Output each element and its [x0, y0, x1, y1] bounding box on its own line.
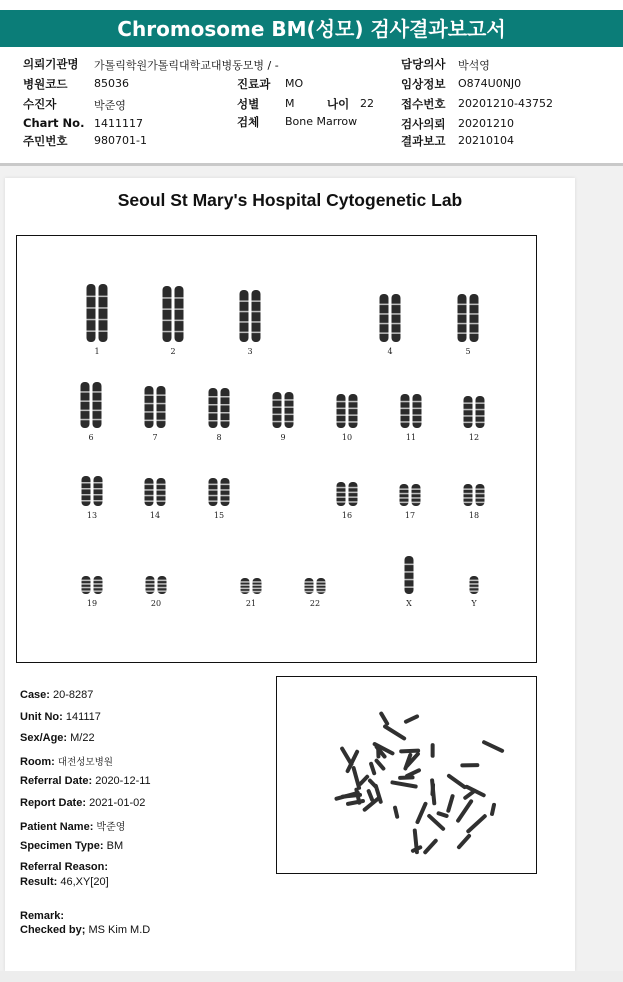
result-row: [20, 876, 109, 888]
metaphase-chromosome: [429, 816, 443, 829]
chromosome-pair-7: [145, 386, 166, 428]
chromosome-label-2: 2: [170, 347, 176, 356]
dept-label: 진료과: [237, 77, 271, 91]
reportdate-value: 2021-01-02: [89, 797, 146, 809]
chromosome-label-19: 19: [86, 599, 98, 608]
reason-row: [20, 861, 108, 873]
chart-value: 1411117: [94, 117, 143, 130]
metaphase-chromosome: [468, 816, 484, 831]
chromosome-pair-14: [145, 478, 166, 506]
patientname-value: 박준영: [96, 822, 126, 833]
chromosome-label-12: 12: [468, 433, 480, 442]
report-date-label: 결과보고: [401, 134, 446, 148]
chromosome-pair-11: [401, 394, 422, 428]
metaphase-chromosome: [395, 808, 397, 817]
metaphase-chromosome: [425, 841, 435, 852]
chromosome-pair-6: [81, 382, 102, 428]
metaphase-chromosome: [406, 716, 417, 721]
case-label: Case:: [20, 689, 50, 701]
chromosome-pair-18: [464, 484, 485, 506]
metaphase-chromosome: [407, 770, 419, 776]
patientname-label: Patient Name:: [20, 821, 94, 833]
chromosome-label-1: 1: [94, 347, 100, 356]
reason-label: Referral Reason:: [20, 861, 109, 873]
chromosome-label-11: 11: [405, 433, 417, 442]
chromosome-label-8: 8: [216, 433, 222, 442]
room-label: Room:: [20, 756, 55, 768]
room-value: 대전성모병원: [57, 757, 113, 768]
metaphase-chromosome: [413, 847, 420, 850]
chromosome-pair-Y: [470, 576, 479, 594]
metaphase-chromosome: [484, 742, 502, 751]
resident-value: 980701-1: [94, 134, 147, 147]
age-label: 나이: [327, 97, 350, 111]
chromosome-pair-X: [405, 556, 414, 594]
lab-title: Seoul St Mary's Hospital Cytogenetic Lab: [117, 190, 463, 210]
chromosome-label-3: 3: [247, 347, 253, 356]
result-label: Result:: [20, 876, 58, 888]
specimentype-value: BM: [106, 840, 124, 852]
chromosome-pair-16: [337, 482, 358, 506]
sex-label: 성별: [237, 97, 260, 111]
metaphase-figure: [277, 677, 536, 873]
chromosome-label-Y: Y: [471, 599, 477, 608]
metaphase-chromosome: [371, 764, 374, 773]
referral-value: 2020-12-11: [95, 775, 151, 787]
remark-label: Remark:: [20, 910, 65, 922]
checked-label: Checked by;: [20, 924, 86, 936]
referral-row: [20, 775, 151, 787]
room-row: [20, 754, 113, 768]
metaphase-chromosome: [432, 785, 433, 794]
chromosome-label-15: 15: [213, 511, 225, 520]
metaphase-chromosome: [354, 768, 359, 788]
chromosome-label-7: 7: [152, 433, 158, 442]
institution-value: 가톨릭학원가톨릭대학교대병동모병 / -: [94, 59, 279, 72]
metaphase-chromosome: [439, 813, 447, 816]
metaphase-chromosome: [392, 782, 415, 786]
chromosome-label-17: 17: [404, 511, 416, 520]
metaphase-image: [276, 676, 537, 874]
reportdate-row: [20, 797, 145, 809]
clinical-value: O874U0NJ0: [458, 77, 522, 90]
metaphase-chromosome: [459, 836, 469, 847]
chromosome-pair-20: [146, 576, 167, 594]
patient-label: 수진자: [23, 97, 57, 111]
chromosome-pair-3: [240, 290, 261, 342]
unit-row: [20, 711, 101, 723]
unit-value: 141117: [65, 711, 101, 723]
chromosome-label-5: 5: [465, 347, 471, 356]
metaphase-chromosome: [381, 714, 387, 724]
request-value: 20201210: [458, 117, 514, 130]
reportdate-label: Report Date:: [20, 797, 87, 809]
karyotype-figure: [17, 236, 536, 662]
chromosome-pair-4: [380, 294, 401, 342]
sexage-label: Sex/Age:: [20, 732, 68, 744]
receipt-label: 접수번호: [401, 97, 446, 111]
result-value: 46,XY[20]: [60, 876, 109, 888]
specimen-label: 검체: [237, 115, 260, 129]
chromosome-pair-22: [305, 578, 326, 594]
chromosome-pair-10: [337, 394, 358, 428]
request-label: 검사의뢰: [401, 117, 446, 131]
metaphase-chromosome: [465, 791, 474, 798]
metaphase-chromosome: [492, 805, 494, 814]
checked-row: [20, 924, 150, 936]
chromosome-pair-19: [82, 576, 103, 594]
case-row: [20, 689, 93, 701]
chromosome-label-9: 9: [280, 433, 286, 442]
chromosome-label-6: 6: [88, 433, 94, 442]
chromosome-pair-13: [82, 476, 103, 506]
doctor-value: 박석영: [458, 59, 490, 72]
metaphase-chromosome: [417, 804, 425, 822]
patient-value: 박준영: [94, 99, 126, 112]
chromosome-label-18: 18: [468, 511, 480, 520]
clinical-label: 임상정보: [401, 77, 446, 91]
metaphase-chromosome: [360, 777, 367, 784]
chromosome-pair-9: [273, 392, 294, 428]
chromosome-label-16: 16: [341, 511, 353, 520]
chromosome-pair-8: [209, 388, 230, 428]
doctor-label: 담당의사: [401, 57, 446, 71]
sex-value: M: [285, 97, 295, 110]
chromosome-pair-5: [458, 294, 479, 342]
chromosome-label-20: 20: [150, 599, 162, 608]
metaphase-chromosome: [377, 761, 384, 769]
referral-label: Referral Date:: [20, 775, 93, 787]
hospital-code-value: 85036: [94, 77, 129, 90]
unit-label: Unit No:: [20, 711, 63, 723]
metaphase-chromosome: [369, 791, 372, 800]
institution-label: 의뢰기관명: [23, 57, 79, 71]
sexage-row: [20, 732, 95, 744]
metaphase-chromosome: [336, 793, 357, 799]
chromosome-label-10: 10: [341, 433, 353, 442]
chromosome-pair-12: [464, 396, 485, 428]
metaphase-chromosome: [448, 796, 452, 811]
metaphase-chromosome: [385, 726, 404, 738]
checked-value: MS Kim M.D: [88, 924, 151, 936]
chart-label: Chart No.: [23, 116, 85, 130]
metaphase-chromosome: [401, 751, 418, 752]
metaphase-chromosome: [405, 755, 410, 769]
patient-info-section: [0, 50, 623, 162]
chromosome-label-22: 22: [309, 599, 321, 608]
dept-value: MO: [285, 77, 304, 90]
hospital-code-label: 병원코드: [23, 77, 68, 91]
report-date-value: 20210104: [458, 134, 514, 147]
karyotype-image: [16, 235, 537, 663]
chromosome-label-4: 4: [387, 347, 393, 356]
receipt-value: 20201210-43752: [458, 97, 553, 110]
chromosome-pair-2: [163, 286, 184, 342]
chromosome-pair-1: [87, 284, 108, 342]
resident-label: 주민번호: [23, 134, 68, 148]
patientname-row: [20, 818, 125, 833]
bottom-bar: [0, 971, 623, 982]
chromosome-pair-17: [400, 484, 421, 506]
sexage-value: M/22: [70, 732, 95, 744]
specimen-value: Bone Marrow: [285, 115, 358, 128]
case-value: 20-8287: [53, 689, 94, 701]
chromosome-label-13: 13: [86, 511, 98, 520]
chromosome-pair-21: [241, 578, 262, 594]
chromosome-label-21: 21: [245, 599, 257, 608]
metaphase-chromosome: [458, 801, 471, 820]
chromosome-pair-15: [209, 478, 230, 506]
specimentype-row: [20, 840, 123, 852]
specimentype-label: Specimen Type:: [20, 840, 104, 852]
chromosome-label-X: X: [406, 599, 412, 608]
age-value: 22: [360, 97, 374, 110]
metaphase-chromosome: [342, 749, 351, 765]
chromosome-label-14: 14: [149, 511, 161, 520]
report-title: Chromosome BM(성모) 검사결과보고서: [0, 10, 623, 47]
metaphase-chromosome: [449, 776, 465, 787]
remark-row: [20, 910, 64, 922]
